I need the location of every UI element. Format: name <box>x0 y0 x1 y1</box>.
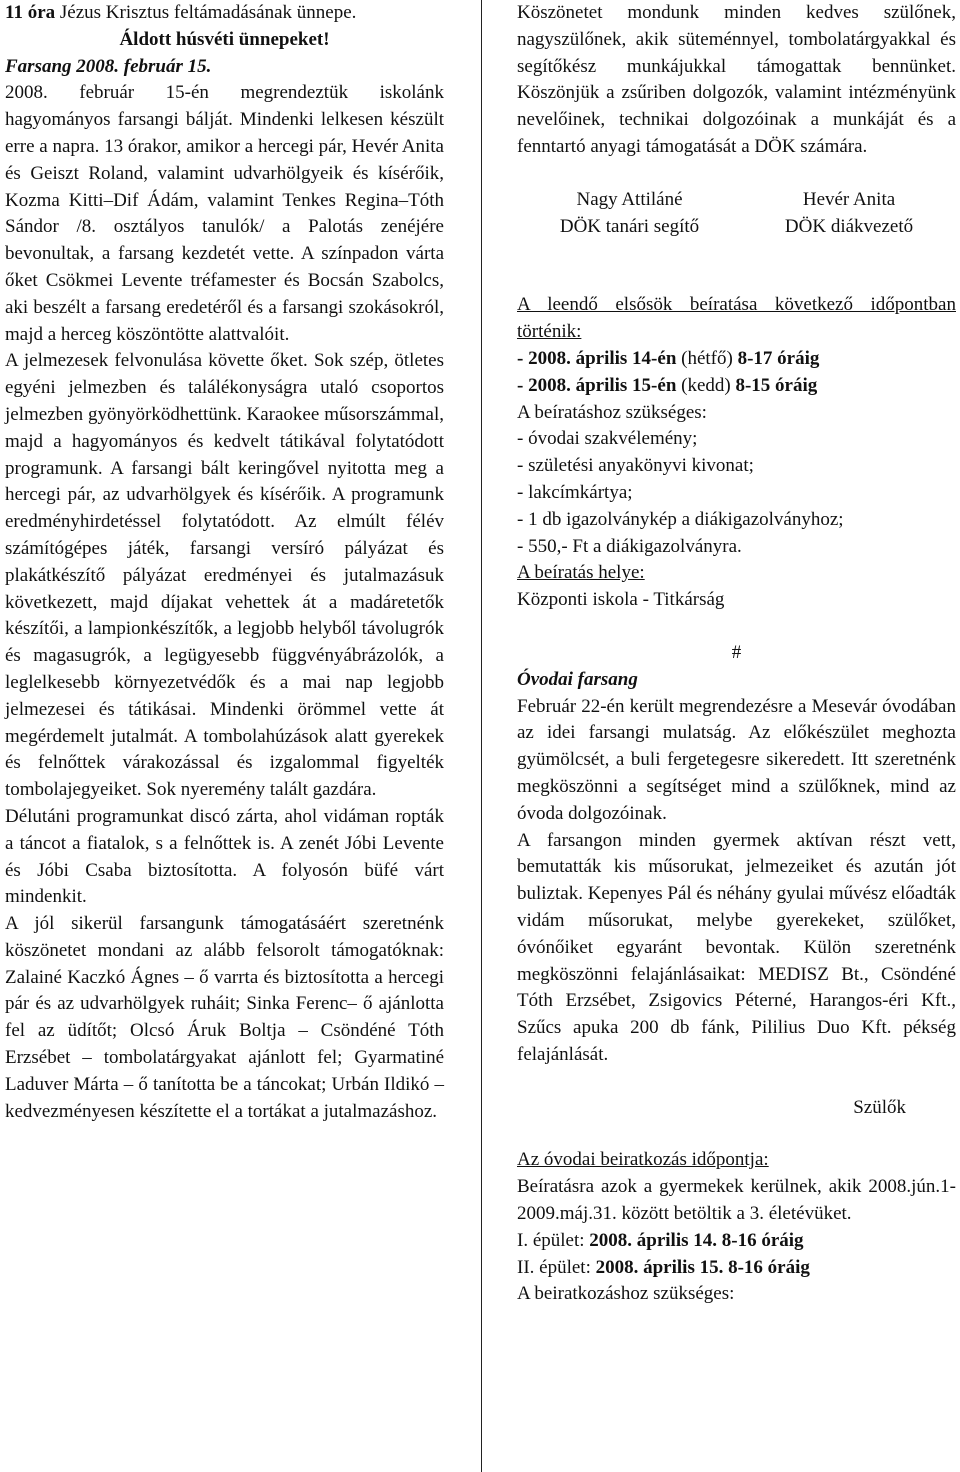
kg-enrollment-text: Beíratásra azok a gyermekek kerülnek, akik 2008.jún.1-2009.máj.31. között betöltik a 3. életévüket. <box>517 1176 956 1225</box>
building-2-schedule: II. épület: 2008. április 15. 8-16 óráig <box>517 1256 810 1278</box>
left-column <box>5 0 444 1125</box>
signature-teacher <box>560 187 699 241</box>
kindergarten-paragraph-1: Február 22-én került megrendezésre a Mesevár óvodában az idei farsangi mulatság. Az előkészület meghozta gyümölcsét, a buli fergetegesre sikeredett. Itt szeretnénk megköszönni a segítséget mind a szülőknek, mind az óvoda dolgozóinak. <box>517 695 956 824</box>
farsang-heading: Farsang 2008. február 15. <box>5 55 212 77</box>
right-column <box>517 0 956 1308</box>
easter-line <box>5 0 444 27</box>
kg-enrollment-heading: Az óvodai beiratkozás időpontja: <box>517 1149 769 1171</box>
kindergarten-signature: Szülők <box>853 1096 906 1118</box>
signature-teacher-role: DÖK tanári segítő <box>559 215 700 237</box>
signature-teacher-name: Nagy Attiláné <box>576 188 683 210</box>
thanks-paragraph: Köszönetet mondunk minden kedves szülőnek, nagyszülőnek, akik süteménnyel, tombolatárgyakkal és segítőkész munkájukkal támogattak bennünket. Köszönjük a zsűriben dolgozók, valamint intézményünk nevelőinek, technikai dolgozóinak a munkáját és a fenntartó anyagi támogatását a DÖK számára. <box>517 2 956 157</box>
building-1-schedule: I. épület: 2008. április 14. 8-16 óráig <box>517 1229 804 1251</box>
enrollment-date-1: - 2008. április 14-én (hétfő) 8-17 óráig <box>517 347 820 369</box>
signature-student <box>785 187 913 241</box>
requirement-item: - lakcímkártya; <box>517 481 633 503</box>
signatures <box>517 187 956 241</box>
requirement-item: - 550,- Ft a diákigazolványra. <box>517 535 742 557</box>
requirement-item: - óvodai szakvélemény; <box>517 428 698 450</box>
section-separator: # <box>731 641 742 663</box>
farsang-paragraph-4: A jól sikerül farsangunk támogatásáért szeretnénk köszönetet mondani az alább felsorolt támogatóknak: Zalainé Kaczkó Ágnes – ő varrta és biztosította a hercegi pár és az udvarhölgyek ruháit; Sinka Ferenc– ő ajánlotta fel az üdítőt; Olcsó Áruk Boltja – Csöndéné Tóth Erzsébet – tombolatárgyakat ajánlott fel; Gyarmatiné Laduver Márta – ő tanította be a táncokat; Urbán Ildikó – kedvezményesen készítette el a tortákat a jutalmazáshoz. <box>5 913 444 1122</box>
easter-date: 11 óra <box>5 2 56 23</box>
requirements-title: A beíratáshoz szükséges: <box>517 401 707 423</box>
easter-text: Jézus Krisztus feltámadásának ünnepe. <box>55 2 357 23</box>
kindergarten-heading: Óvodai farsang <box>517 668 638 690</box>
enrollment-place-title: A beíratás helye: <box>517 562 645 584</box>
kg-requirements-title: A beiratkozáshoz szükséges: <box>517 1283 735 1305</box>
column-divider <box>481 0 482 1472</box>
requirement-item: - születési anyakönyvi kivonat; <box>517 455 754 477</box>
enrollment-date-2: - 2008. április 15-én (kedd) 8-15 óráig <box>517 374 818 396</box>
signature-student-role: DÖK diákvezető <box>784 215 914 237</box>
enrollment-heading: A leendő elsősök beíratása következő időpontban történik: <box>517 294 956 343</box>
easter-wish: Áldott húsvéti ünnepeket! <box>119 28 330 50</box>
farsang-paragraph-3: Délutáni programunkat discó zárta, ahol vidáman ropták a táncot a fiatalok, s a felnőttek is. A zenét Jóbi Levente és Jóbi Csaba biztosította. A folyosón büfé várt mindenkit. <box>5 805 444 908</box>
signature-student-name: Hevér Anita <box>802 188 896 210</box>
enrollment-place: Központi iskola - Titkárság <box>517 589 725 611</box>
kindergarten-paragraph-2: A farsangon minden gyermek aktívan részt vett, bemutatták kis műsorukat, jelmezeiket és azután jót buliztak. Kepenyes Pál és néhány gyulai művész előadták vidám műsorukat, melybe gyerekeket, szülőket, óvónőiket egyaránt bevontak. Külön szeretnénk megköszönni felajánlásaikat: MEDISZ Bt., Csöndéné Tóth Erzsébet, Zsigovics Péterné, Harangos-éri Kft., Szűcs apuka 200 db fánk, Pililius Duo Kft. pékség felajánlását. <box>517 829 956 1065</box>
farsang-paragraph-1: 2008. február 15-én megrendeztük iskolánk hagyományos farsangi bálját. Mindenki lelkesen készült erre a napra. 13 órakor, amikor a hercegi pár, Hevér Anita és Geiszt Roland, valamint udvarhölgyeik és kísérőik, Kozma Kitti–Dif Ádám, valamint Tenkes Regina–Tóth Sándor /8. osztályos tanulók/ a Palotás zenéjére bevonultak, a farsang kezdetét vette. A színpadon várta őket Csökmei Levente tréfamester és Bocsán Szabolcs, aki beszélt a farsang eredetéről és a farsangi szokásokról, majd a herceg köszöntötte alattvalóit. <box>5 82 444 345</box>
requirement-item: - 1 db igazolványkép a diákigazolványhoz; <box>517 508 844 530</box>
farsang-paragraph-2: A jelmezesek felvonulása követte őket. Sok szép, ötletes egyéni jelmezben és találékonyságra utaló csoportos jelmezben gyönyörködhettünk. Karaokee műsorszámmal, majd a hagyományos és kedvelt tátikával folytatódott programunk. A farsangi bált keringővel nyitotta meg a hercegi pár, az udvarhölgyek és kísérőik. A programunk eredményhirdetéssel folytatódott. Az elmúlt félév számítógépes játék, farsangi versíró pályázat és plakátkészítő pályázat eredményei és jutalmazásuk következett, majd díjakat vehettek át a madáretetők készítői, a lampionkészítők, a legjobb helyből távolugrók és magasugrók, a legügyesebb függvényábrázolók, a leglelkesebb környezetvédők és a mai nap legjobb jelmezesei és tátikásai. Mindenki örömmel vette át megérdemelt jutalmát. A tombolahúzások alatt gyerekek és felnőttek várakozással és izgalommal figyelték tombolajegyeiket. Sok nyeremény talált gazdára. <box>5 350 444 801</box>
